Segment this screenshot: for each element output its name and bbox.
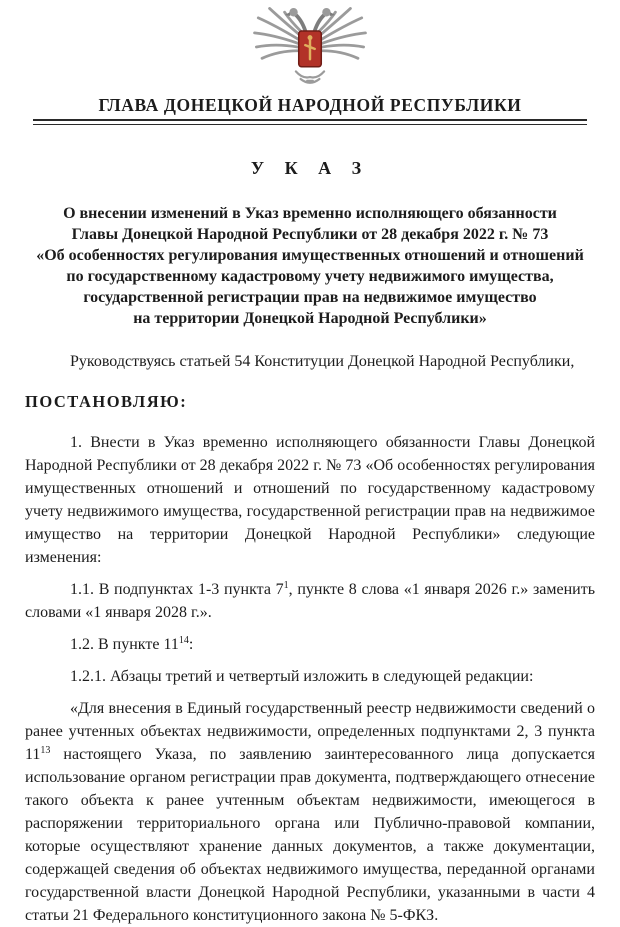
- document-title-line: по государственному кадастровому учету недвижимого имущества,: [66, 268, 554, 285]
- issuing-authority-title: ГЛАВА ДОНЕЦКОЙ НАРОДНОЙ РЕСПУБЛИКИ: [98, 95, 522, 115]
- footnote-superscript: 1: [283, 580, 289, 591]
- quoted-revision-text: «Для внесения в Единый государственный реестр недвижимости сведений о ранее учтенных объектах недвижимости, определенных подпунктами 2, 3 пункта 11: [25, 700, 595, 763]
- quoted-revision-text: настоящего Указа, по заявлению заинтересованного лица допускается использование органом регистрации прав документа, подтверждающего отнесение такого объекта к ранее учтенным объектам недвижимости, имеющегося в распоряжении территориального органа или Публично-правовой компании, которые осуществляют хранение данных документов, а также документации, содержащей сведения об объектах недвижимого имущества, переданной органами государственной власти Донецкой Народной Республики, указанными в части 4 статьи 21 Федерального конституционного закона № 5-ФКЗ.: [25, 746, 595, 924]
- paragraph-1-2-text: 1.2. В пункте 11: [70, 636, 179, 653]
- header-divider-rule: [33, 119, 587, 125]
- paragraph-1-2-1: 1.2.1. Абзацы третий и четвертый изложить в следующей редакции:: [70, 668, 534, 685]
- quoted-revision-paragraph: [25, 697, 595, 927]
- paragraph-1-2-text: :: [188, 636, 194, 653]
- paragraph-1-1-text: 1.1. В подпунктах 1-3 пункта 7: [70, 581, 284, 598]
- footnote-superscript: 14: [178, 635, 189, 646]
- document-title-line: Главы Донецкой Народной Республики от 28 декабря 2022 г. № 73: [71, 226, 549, 243]
- dnr-coat-of-arms-icon: [246, 0, 374, 94]
- resolve-heading: ПОСТАНОВЛЯЮ:: [25, 392, 188, 411]
- paragraph-1-1: [25, 578, 595, 624]
- paragraph-1: 1. Внести в Указ временно исполняющего обязанности Главы Донецкой Народной Республики от 28 декабря 2022 г. № 73 «Об особенностях регулирования имущественных отношений и отношений по государственному кадастровому учету недвижимого имущества, государственной регистрации прав на недвижимое имущество на территории Донецкой Народной Республики» следующие изменения:: [25, 434, 595, 566]
- preamble-paragraph: Руководствуясь статьей 54 Конституции Донецкой Народной Республики,: [70, 353, 575, 370]
- coat-of-arms-wrap: [25, 0, 595, 94]
- document-kind-heading: У К А З: [250, 158, 370, 178]
- paragraph-1-1-text: , пункте 8 слова «1 января 2026 г.» заменить словами «1 января 2028 г.».: [25, 581, 595, 621]
- document-title-line: государственной регистрации прав на недвижимое имущество: [83, 289, 537, 306]
- document-title: [25, 203, 595, 329]
- paragraph-1-2: [25, 633, 595, 656]
- document-title-line: на территории Донецкой Народной Республики»: [133, 310, 487, 327]
- footnote-superscript: 13: [40, 745, 51, 756]
- document-title-line: О внесении изменений в Указ временно исполняющего обязанности: [63, 205, 557, 222]
- document-title-line: «Об особенностях регулирования имущественных отношений и отношений: [36, 247, 584, 264]
